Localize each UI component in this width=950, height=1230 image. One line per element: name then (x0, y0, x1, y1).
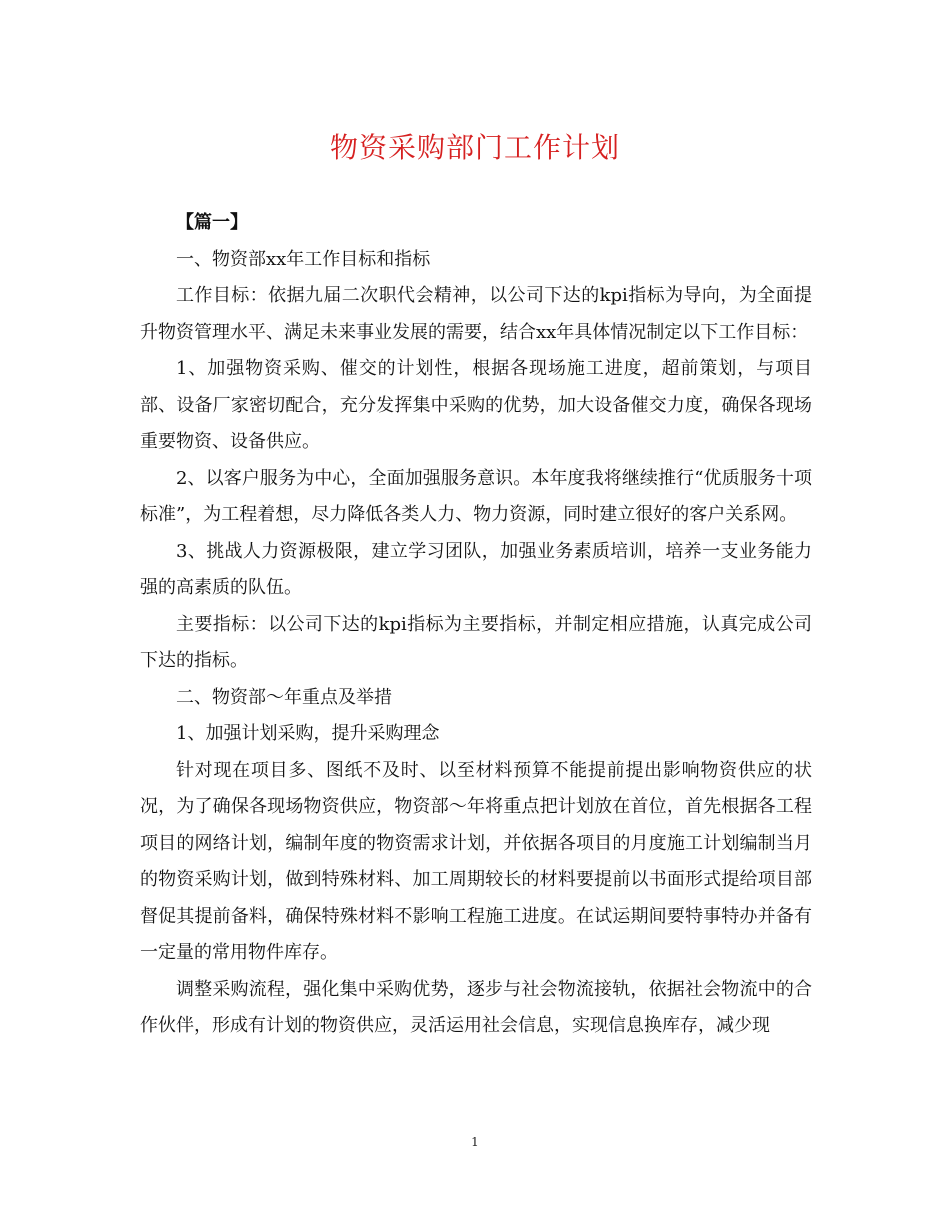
paragraph-main-indicators: 主要指标：以公司下达的kpi指标为主要指标，并制定相应措施，认真完成公司下达的指标。 (140, 613, 812, 671)
heading-key-measures: 二、物资部～年重点及举措 (176, 686, 392, 708)
paragraph-item-1: 1、加强物资采购、催交的计划性，根据各现场施工进度，超前策划，与项目部、设备厂家密切配合，充分发挥集中采购的优势，加大设备催交力度，确保各现场重要物资、设备供应。 (140, 358, 812, 452)
section-label: 【篇一】 (176, 212, 248, 233)
paragraph-item-3: 3、挑战人力资源极限，建立学习团队，加强业务素质培训，培养一支业务能力强的高素质的队伍。 (140, 540, 812, 598)
paragraph-item-2: 2、以客户服务为中心，全面加强服务意识。本年度我将继续推行“优质服务十项标准”，为工程着想，尽力降低各类人力、物力资源，同时建立很好的客户关系网。 (140, 467, 812, 525)
subheading-plan-purchase: 1、加强计划采购，提升采购理念 (176, 723, 440, 744)
page-number: 1 (471, 1135, 479, 1149)
document-body (140, 205, 812, 1045)
paragraph-work-goal: 工作目标：依据九届二次职代会精神，以公司下达的kpi指标为导向，为全面提升物资管理水平、满足未来事业发展的需要，结合xx年具体情况制定以下工作目标： (140, 285, 812, 343)
heading-goals: 一、物资部xx年工作目标和指标 (176, 248, 431, 270)
document-title: 物资采购部门工作计划 (329, 131, 620, 164)
paragraph-process-adjust: 调整采购流程，强化集中采购优势，逐步与社会物流接轨，依据社会物流中的合作伙伴，形成有计划的物资供应，灵活运用社会信息，实现信息换库存，减少现 (140, 978, 812, 1036)
paragraph-plan-details: 针对现在项目多、图纸不及时、以至材料预算不能提前提出影响物资供应的状况，为了确保各现场物资供应，物资部～年将重点把计划放在首位，首先根据各工程项目的网络计划，编制年度的物资需求计划，并依据各项目的月度施工计划编制当月的物资采购计划，做到特殊材料、加工周期较长的材料要提前以书面形式提给项目部督促其提前备料，确保特殊材料不影响工程施工进度。在试运期间要特事特办并备有一定量的常用物件库存。 (140, 759, 812, 963)
